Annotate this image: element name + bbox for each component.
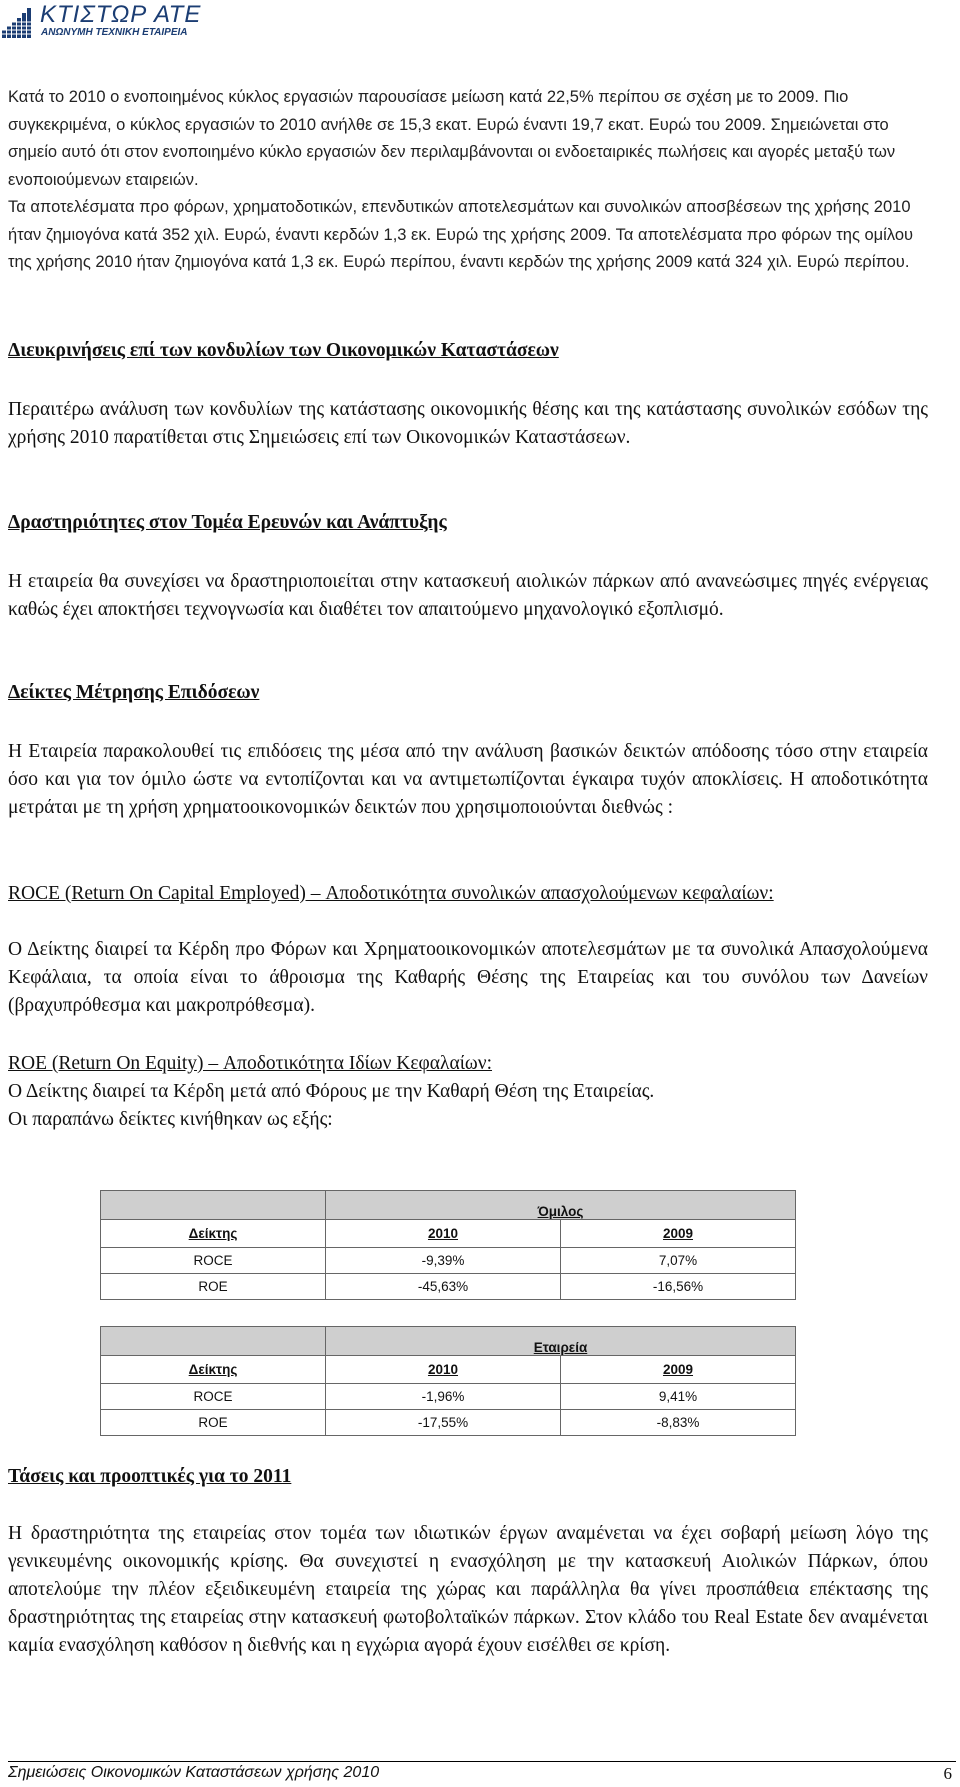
- company-subtitle: ΑΝΩΝΥΜΗ ΤΕΧΝΙΚΗ ΕΤΑΙΡΕΙΑ: [41, 27, 188, 38]
- table-header-2009: 2009: [561, 1220, 796, 1248]
- company-logo: [0, 0, 230, 46]
- roe-text: Ο Δείκτης διαιρεί τα Κέρδη μετά από Φόρους με την Καθαρή Θέση της Εταιρείας.: [8, 1081, 655, 1102]
- roe-title: ROE (Return On Equity) – Αποδοτικότητα Ιδίων Κεφαλαίων:: [8, 1053, 493, 1074]
- roce-text: Ο Δείκτης διαιρεί τα Κέρδη προ Φόρων και Χρηματοοικονομικών αποτελεσμάτων με τα συνολικά Απασχολούμενα Κεφάλαια, τα οποία είναι το άθροισμα της Καθαρής Θέσης της Εταιρείας και του συνόλου των Δανείων (βραχυπρόθεσμα και μακροπρόθεσμα).: [8, 939, 928, 1016]
- table-cell: 7,07%: [561, 1248, 796, 1274]
- table-section-group: Όμιλος: [326, 1191, 796, 1220]
- table-cell: ROE: [101, 1410, 326, 1436]
- table-header-ratio: Δείκτης: [101, 1220, 326, 1248]
- table-cell: -17,55%: [326, 1410, 561, 1436]
- heading-kpis: Δείκτες Μέτρησης Επιδόσεων: [8, 682, 260, 703]
- clarifications-text: Περαιτέρω ανάλυση των κονδυλίων της κατάστασης οικονομικής θέσης και της κατάστασης συνολικών εσόδων της χρήσης 2010 παρατίθεται στις Σημειώσεις επί των Οικονομικών Καταστάσεων.: [8, 399, 928, 448]
- table-cell: -16,56%: [561, 1274, 796, 1300]
- table-header-2009: 2009: [561, 1356, 796, 1384]
- research-text: Η εταιρεία θα συνεχίσει να δραστηριοποιείται στην κατασκευή αιολικών πάρκων από ανανεώσιμες πηγές ενέργειας καθώς έχει αποκτήσει τεχνογνωσία και διαθέτει τον απαιτούμενο μηχανολογικό εξοπλισμό.: [8, 571, 928, 620]
- roce-title: ROCE (Return On Capital Employed) – Αποδοτικότητα συνολικών απασχολούμενων κεφαλαίων:: [8, 883, 774, 904]
- footer-title: Σημειώσεις Οικονομικών Καταστάσεων χρήσης 2010: [8, 1764, 380, 1781]
- group-ratios-table: [100, 1190, 796, 1300]
- table-cell: ROE: [101, 1274, 326, 1300]
- company-ratios-table: [100, 1326, 796, 1436]
- company-name: ΚΤΙΣΤΩΡ ΑΤΕ: [40, 1, 202, 28]
- table-header-2010: 2010: [326, 1356, 561, 1384]
- table-cell: -8,83%: [561, 1410, 796, 1436]
- table-cell: -9,39%: [326, 1248, 561, 1274]
- intro-paragraph-2: Τα αποτελέσματα προ φόρων, χρηματοδοτικών, επενδυτικών αποτελεσμάτων και συνολικών αποσβέσεων της χρήσης 2010 ήταν ζημιογόνα κατά 352 χιλ. Ευρώ, έναντι κερδών 1,3 εκ. Ευρώ της χρήσης 2009. Τα αποτελέσματα προ φόρων της ομίλου της χρήσης 2010 ήταν ζημιογόνα κατά 1,3 εκ. Ευρώ περίπου, έναντι κερδών της χρήσης 2009 κατά 324 χιλ. Ευρώ περίπου.: [8, 198, 914, 271]
- table-row: [101, 1410, 796, 1436]
- building-logo-icon: [2, 8, 34, 38]
- page-number: 6: [943, 1764, 952, 1783]
- heading-clarifications: Διευκρινήσεις επί των κονδυλίων των Οικονομικών Καταστάσεων: [8, 340, 559, 361]
- table-cell: 9,41%: [561, 1384, 796, 1410]
- outlook-text: Η δραστηριότητα της εταιρείας στον τομέα των ιδιωτικών έργων αναμένεται να έχει σοβαρή μείωση λόγο της γενικευμένης οικονομικής κρίσης. Θα συνεχιστεί η ενασχόληση με την κατασκευή Αιολικών Πάρκων, όπου αποτελούμε την πλέον εξειδικευμένη εταιρεία της χώρας και παράλληλα θα γίνει προσπάθεια επέκτασης της δραστηριότητας της εταιρείας στην κατασκευή φωτοβολταϊκών πάρκων. Στον κλάδο του Real Estate δεν αναμένεται καμία ενασχόληση καθόσον η διεθνής και η εγχώρια αγορά έχουν εισέλθει σε κρίση.: [8, 1523, 928, 1656]
- heading-outlook: Τάσεις και προοπτικές για το 2011: [8, 1466, 292, 1487]
- table-section-company: Εταιρεία: [326, 1327, 796, 1356]
- table-row: [101, 1248, 796, 1274]
- footer-divider: [8, 1761, 956, 1762]
- table-header-2010: 2010: [326, 1220, 561, 1248]
- table-row: [101, 1384, 796, 1410]
- heading-research: Δραστηριότητες στον Τομέα Ερευνών και Ανάπτυξης: [8, 512, 447, 533]
- intro-paragraph-1: Κατά το 2010 ο ενοποιημένος κύκλος εργασιών παρουσίασε μείωση κατά 22,5% περίπου σε σχέση με το 2009. Πιο συγκεκριμένα, ο κύκλος εργασιών το 2010 ανήλθε σε 15,3 εκατ. Ευρώ έναντι 19,7 εκατ. Ευρώ του 2009. Σημειώνεται στο σημείο αυτό ότι στον ενοποιημένο κύκλο εργασιών δεν περιλαμβάνονται οι ενδοεταιρικές πωλήσεις και αγορές μεταξύ των ενοποιούμενων εταιρειών.: [8, 88, 896, 189]
- table-row: [101, 1274, 796, 1300]
- tables-intro: Οι παραπάνω δείκτες κινήθηκαν ως εξής:: [8, 1109, 333, 1130]
- table-cell: ROCE: [101, 1384, 326, 1410]
- table-cell: -1,96%: [326, 1384, 561, 1410]
- table-cell: ROCE: [101, 1248, 326, 1274]
- table-header-ratio: Δείκτης: [101, 1356, 326, 1384]
- table-cell: -45,63%: [326, 1274, 561, 1300]
- kpis-text: Η Εταιρεία παρακολουθεί τις επιδόσεις της μέσα από την ανάλυση βασικών δεικτών απόδοσης τόσο στην εταιρεία όσο και για τον όμιλο ώστε να εντοπίζονται και να αντιμετωπίζονται έγκαιρα τυχόν αποκλίσεις. Η αποδοτικότητα μετράται με τη χρήση χρηματοοικονομικών δεικτών που χρησιμοποιούνται διεθνώς :: [8, 741, 928, 818]
